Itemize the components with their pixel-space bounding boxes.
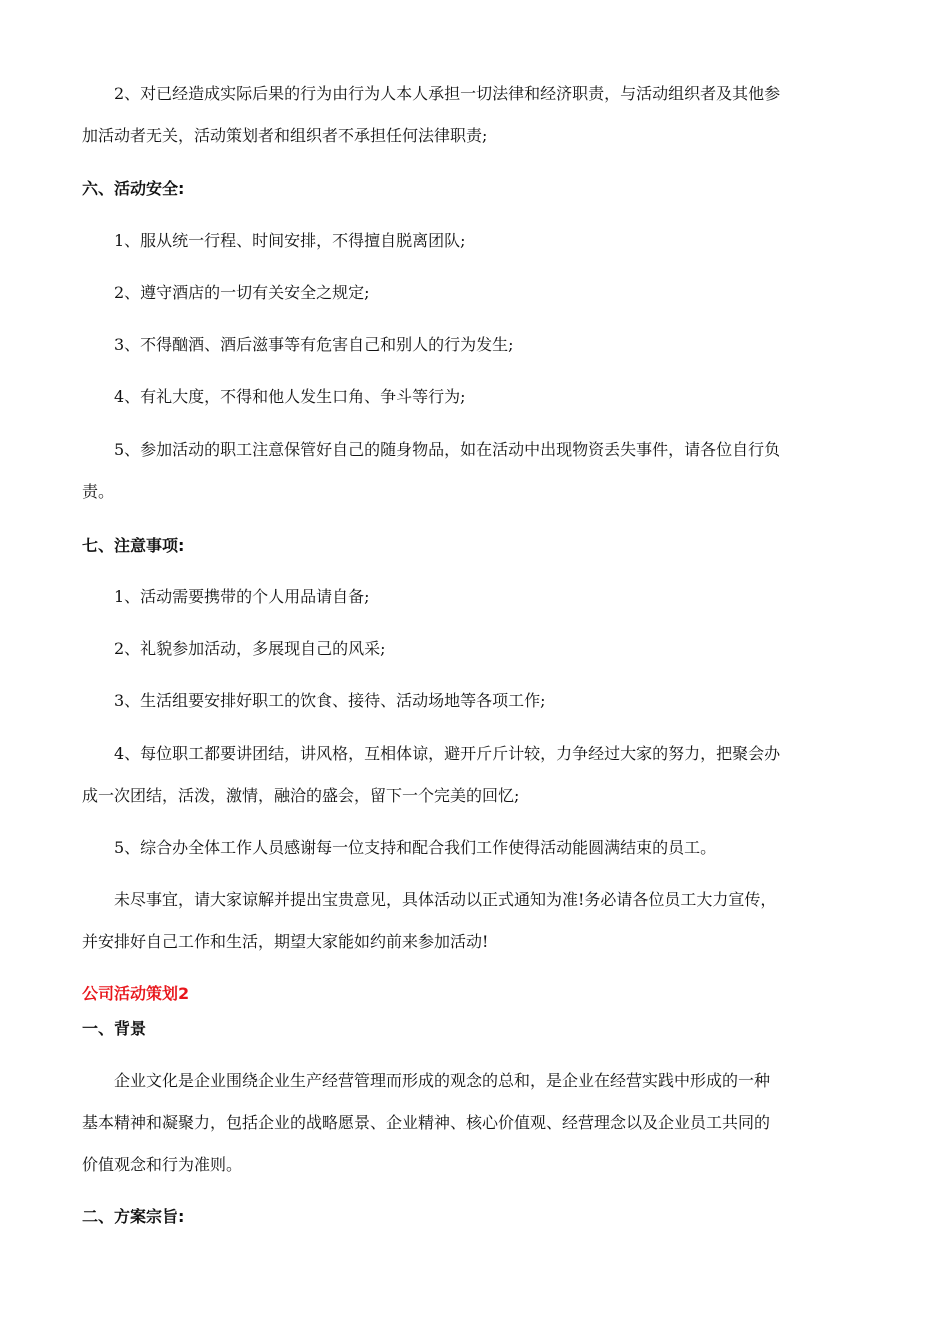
notes-item-4-line1: 4、每位职工都要讲团结，讲风格，互相体谅，避开斤斤计较，力争经过大家的努力，把聚会办 (114, 744, 781, 763)
paragraph-liability-line1: 2、对已经造成实际后果的行为由行为人本人承担一切法律和经济职责，与活动组织者及其他参 (114, 84, 781, 103)
plan2-title: 公司活动策划2 (82, 984, 190, 1003)
notes-item-1: 1、活动需要携带的个人用品请自备; (114, 587, 370, 606)
closing-line2: 并安排好自己工作和生活，期望大家能如约前来参加活动! (82, 932, 489, 951)
paragraph-liability-line2: 加活动者无关，活动策划者和组织者不承担任何法律职责; (82, 126, 488, 145)
safety-item-1: 1、服从统一行程、时间安排，不得擅自脱离团队; (114, 231, 466, 250)
background-line1: 企业文化是企业围绕企业生产经营管理而形成的观念的总和，是企业在经营实践中形成的一种 (114, 1071, 771, 1090)
heading-activity-safety: 六、活动安全: (82, 179, 185, 198)
heading-purpose: 二、方案宗旨: (82, 1207, 185, 1226)
background-line3: 价值观念和行为准则。 (82, 1155, 243, 1174)
safety-item-2: 2、遵守酒店的一切有关安全之规定; (114, 283, 370, 302)
safety-item-3: 3、不得酗酒、酒后滋事等有危害自己和别人的行为发生; (114, 335, 514, 354)
safety-item-5-line2: 责。 (82, 482, 115, 501)
heading-notes: 七、注意事项: (82, 536, 185, 555)
notes-item-4-line2: 成一次团结，活泼，激情，融洽的盛会，留下一个完美的回忆; (82, 786, 520, 805)
notes-item-3: 3、生活组要安排好职工的饮食、接待、活动场地等各项工作; (114, 691, 546, 710)
notes-item-2: 2、礼貌参加活动，多展现自己的风采; (114, 639, 386, 658)
closing-line1: 未尽事宜，请大家谅解并提出宝贵意见，具体活动以正式通知为准!务必请各位员工大力宣传， (114, 890, 777, 909)
notes-item-5: 5、综合办全体工作人员感谢每一位支持和配合我们工作使得活动能圆满结束的员工。 (114, 838, 717, 857)
background-line2: 基本精神和凝聚力，包括企业的战略愿景、企业精神、核心价值观、经营理念以及企业员工共同的 (82, 1113, 771, 1132)
safety-item-5-line1: 5、参加活动的职工注意保管好自己的随身物品，如在活动中出现物资丢失事件，请各位自行负 (114, 440, 781, 459)
safety-item-4: 4、有礼大度，不得和他人发生口角、争斗等行为; (114, 387, 466, 406)
heading-background: 一、背景 (82, 1019, 147, 1038)
